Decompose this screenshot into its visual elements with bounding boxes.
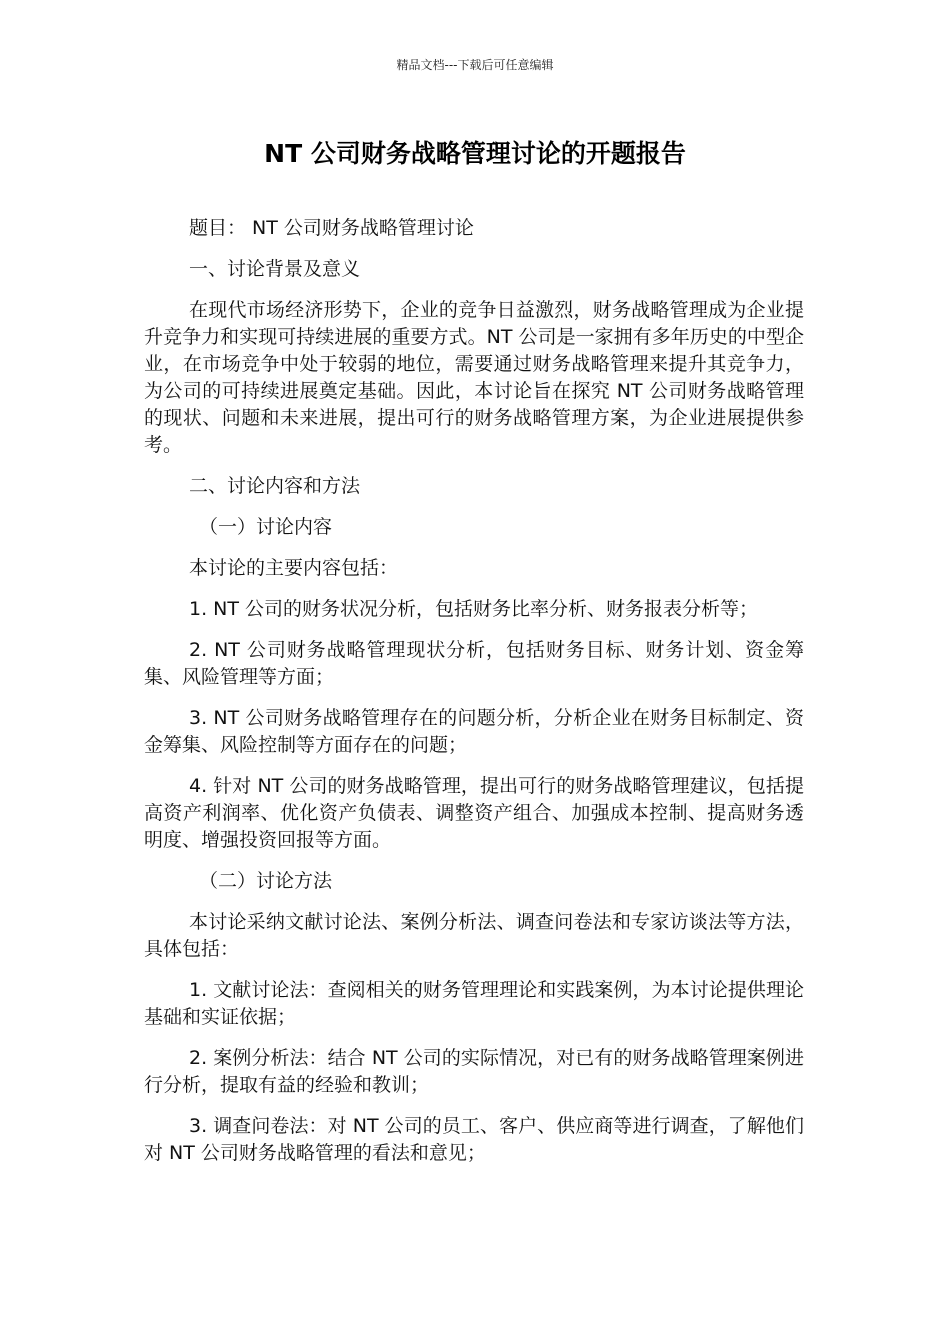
content-item-2: 2. NT 公司财务战略管理现状分析，包括财务目标、财务计划、资金筹集、风险管理等方面；: [144, 639, 804, 688]
background-paragraph: 在现代市场经济形势下，企业的竞争日益激烈，财务战略管理成为企业提升竞争力和实现可持续进展的重要方式。NT 公司是一家拥有多年历史的中型企业，在市场竞争中处于较弱的地位，需要通过财务战略管理来提升其竞争力，为公司的可持续进展奠定基础。因此，本讨论旨在探究 NT 公司财务战略管理的现状、问题和未来进展，提出可行的财务战略管理方案，为企业进展提供参考。: [144, 299, 804, 456]
method-intro: 本讨论采纳文献讨论法、案例分析法、调查问卷法和专家访谈法等方法，具体包括：: [144, 911, 804, 960]
method-item-2: 2. 案例分析法：结合 NT 公司的实际情况，对已有的财务战略管理案例进行分析，提取有益的经验和教训；: [144, 1047, 804, 1096]
document-title: NT 公司财务战略管理讨论的开题报告: [264, 139, 686, 168]
method-item-1: 1. 文献讨论法：查阅相关的财务管理理论和实践案例，为本讨论提供理论基础和实证依据；: [144, 979, 804, 1028]
method-item-3: 3. 调查问卷法：对 NT 公司的员工、客户、供应商等进行调查，了解他们对 NT 公司财务战略管理的看法和意见；: [144, 1115, 804, 1164]
header-note: 精品文档---下载后可任意编辑: [396, 58, 554, 72]
section-heading-content-method: 二、讨论内容和方法: [189, 475, 361, 497]
document-body: [144, 215, 804, 1181]
content-item-4: 4. 针对 NT 公司的财务战略管理，提出可行的财务战略管理建议，包括提高资产利润率、优化资产负债表、调整资产组合、加强成本控制、提高财务透明度、增强投资回报等方面。: [144, 775, 804, 851]
topic-line: 题目： NT 公司财务战略管理讨论: [189, 217, 474, 239]
subsection-heading-method: （二）讨论方法: [199, 870, 333, 892]
content-item-3: 3. NT 公司财务战略管理存在的问题分析，分析企业在财务目标制定、资金筹集、风险控制等方面存在的问题；: [144, 707, 804, 756]
content-intro: 本讨论的主要内容包括：: [189, 557, 399, 579]
subsection-heading-content: （一）讨论内容: [199, 516, 333, 538]
section-heading-background: 一、讨论背景及意义: [189, 258, 361, 280]
content-item-1: 1. NT 公司的财务状况分析，包括财务比率分析、财务报表分析等；: [189, 598, 759, 620]
